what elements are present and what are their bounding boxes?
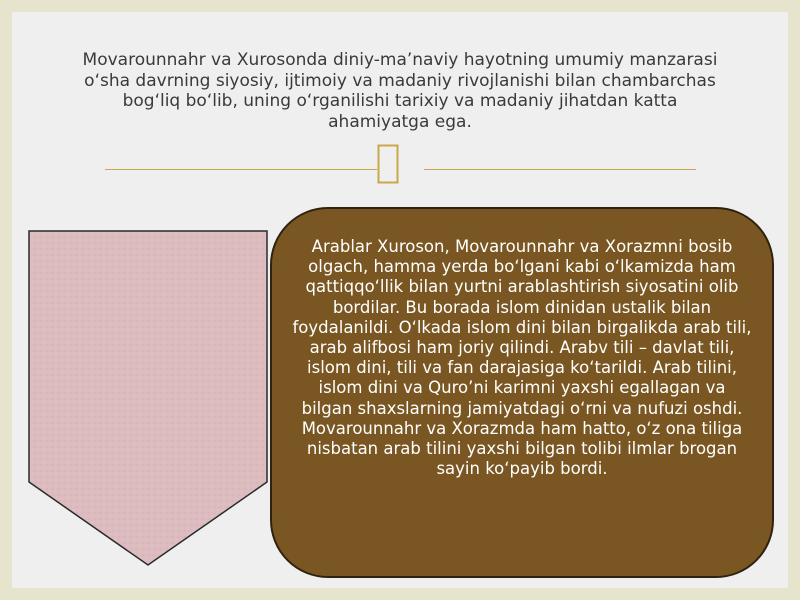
divider-line-left <box>105 169 377 170</box>
pentagon-shape <box>28 230 268 566</box>
slide <box>12 12 788 588</box>
body-paragraph: Arablar Xuroson, Movarounnahr va Xorazmni bosib olgach, hamma yerda bo‘lgani kabi o‘lkamizda ham qattiqqo‘llik bilan yurtni arablashtirish siyosatini olib bordilar. Bu borada islom dinidan ustalik bilan foydalanildi. O‘lkada islom dini bilan birgalikda arab tili, arab alifbosi ham joriy qilindi. Arabv tili – davlat tili, islom dini, tili va fan darajasiga ko‘tarildi. Arab tilini, islom dini va Quro’ni karimni yaxshi egallagan va bilgan shaxslarning jamiyatdagi o‘rni va nufuzi oshdi. Movarounnahr va Xorazmda ham hatto, o‘z ona tiliga nisbatan arab tilini yaxshi bilgan tolibi ilmlar brogan sayin ko‘payib bordi. <box>292 237 752 479</box>
main-text-box <box>270 207 774 578</box>
divider-line-right <box>424 169 696 170</box>
ornament-icon <box>377 144 399 184</box>
intro-paragraph: Movarounnahr va Xurosonda diniy-ma’naviy hayotning umumiy manzarasi o‘sha davrning siyosiy, ijtimoiy va madaniy rivojlanishi bilan chambarchas bog‘liq bo‘lib, uning o‘rganilishi tarixiy va madaniy jihatdan katta ahamiyatga ega. <box>82 50 718 132</box>
